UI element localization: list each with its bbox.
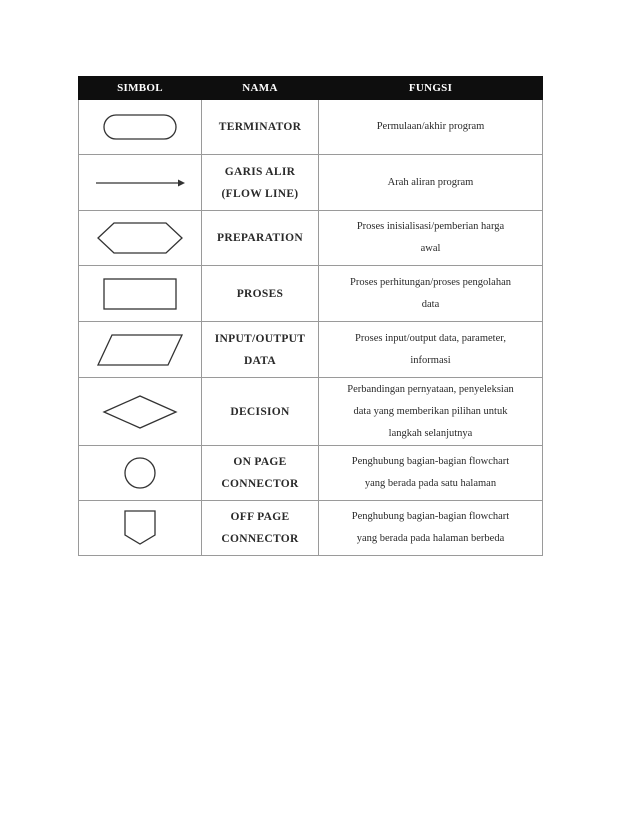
table-row (79, 378, 543, 446)
symbol-cell (79, 211, 202, 266)
function-cell (319, 211, 543, 266)
symbol-name: DECISION (230, 405, 290, 418)
symbol-function: Penghubung bagian-bagian flowchart yang berada pada satu halaman (351, 456, 510, 489)
symbol-function: Permulaan/akhir program (376, 121, 485, 132)
name-cell (202, 100, 319, 155)
function-cell (319, 155, 543, 211)
header-function: FUNGSI (319, 77, 543, 100)
flow-line-arrow-icon (92, 176, 188, 190)
name-cell (202, 446, 319, 501)
symbol-cell (79, 446, 202, 501)
symbol-name: ON PAGE CONNECTOR (221, 456, 299, 490)
symbol-cell (79, 501, 202, 556)
function-cell (319, 501, 543, 556)
name-cell (202, 322, 319, 378)
table-row (79, 100, 543, 155)
name-cell (202, 211, 319, 266)
table-row (79, 446, 543, 501)
symbol-cell (79, 266, 202, 322)
name-cell (202, 378, 319, 446)
flowchart-symbol-table-container (78, 76, 542, 556)
symbol-name: TERMINATOR (218, 121, 302, 133)
off-page-connector-icon (120, 507, 160, 549)
table-row (79, 322, 543, 378)
symbol-cell (79, 155, 202, 211)
symbol-function: Arah aliran program (387, 176, 474, 188)
name-cell (202, 155, 319, 211)
header-name: NAMA (202, 77, 319, 100)
symbol-function: Proses input/output data, parameter, informasi (355, 332, 506, 366)
function-cell (319, 322, 543, 378)
table-row (79, 155, 543, 211)
header-symbol: SIMBOL (79, 77, 202, 100)
symbol-name: OFF PAGE CONNECTOR (221, 511, 299, 545)
function-cell (319, 378, 543, 446)
function-cell (319, 100, 543, 155)
function-cell (319, 446, 543, 501)
preparation-hexagon-icon (94, 220, 186, 256)
input-output-parallelogram-icon (94, 332, 186, 368)
table-row (79, 211, 543, 266)
terminator-icon (100, 112, 180, 142)
name-cell (202, 501, 319, 556)
symbol-name: PREPARATION (217, 232, 303, 244)
table-row (79, 266, 543, 322)
function-cell (319, 266, 543, 322)
flowchart-symbol-table (78, 76, 543, 556)
symbol-function: Penghubung bagian-bagian flowchart yang berada pada halaman berbeda (351, 511, 510, 544)
table-header-row (79, 77, 543, 100)
name-cell (202, 266, 319, 322)
table-row (79, 501, 543, 556)
symbol-cell (79, 378, 202, 446)
symbol-function: Proses perhitungan/proses pengolahan data (350, 276, 511, 310)
symbol-cell (79, 100, 202, 155)
on-page-connector-circle-icon (120, 453, 160, 493)
symbol-name: INPUT/OUTPUT DATA (214, 332, 306, 367)
symbol-name: GARIS ALIR (FLOW LINE) (221, 165, 299, 200)
symbol-function: Perbandingan pernyataan, penyeleksian data yang memberikan pilihan untuk langkah selanjutnya (347, 383, 514, 439)
decision-diamond-icon (100, 392, 180, 432)
symbol-function: Proses inisialisasi/pemberian harga awal (356, 221, 505, 254)
symbol-cell (79, 322, 202, 378)
symbol-name: PROSES (236, 287, 284, 300)
process-rectangle-icon (100, 275, 180, 313)
